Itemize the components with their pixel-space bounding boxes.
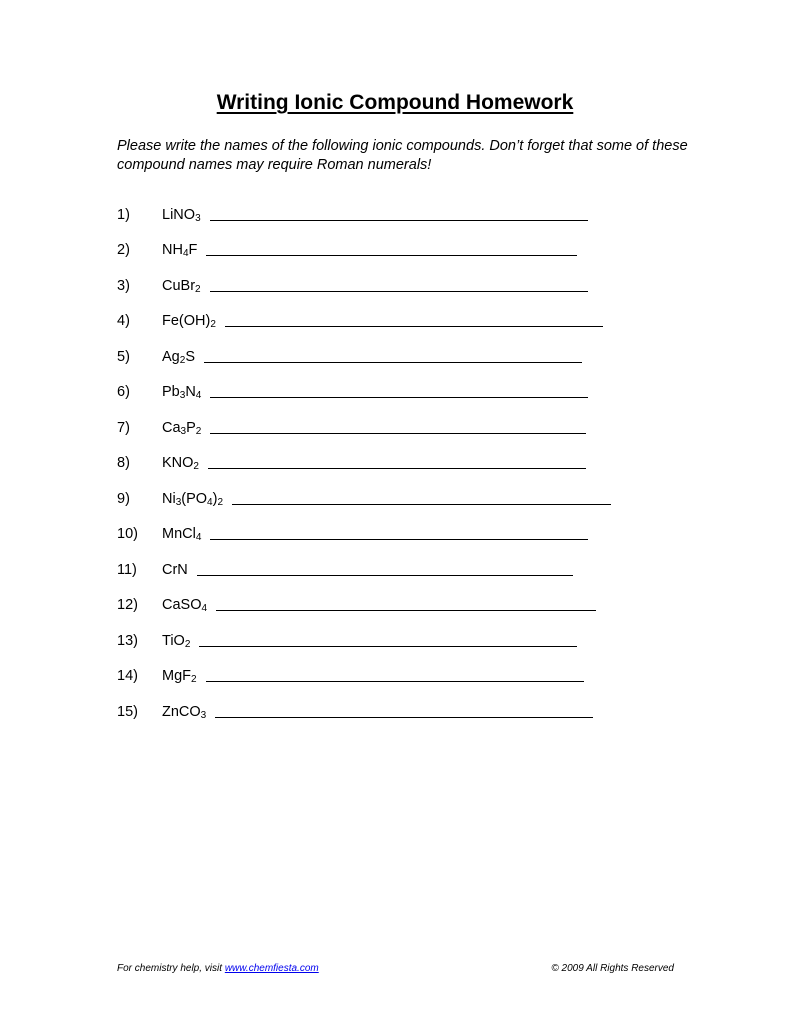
answer-blank[interactable] xyxy=(206,669,584,682)
answer-blank[interactable] xyxy=(206,243,577,256)
footer-help-text: For chemistry help, visit xyxy=(117,963,225,974)
compound-item xyxy=(117,685,611,721)
answer-blank[interactable] xyxy=(225,314,603,327)
formula-subscript: 3 xyxy=(175,496,182,508)
item-number: 15) xyxy=(117,703,138,720)
formula-element: Ca xyxy=(162,419,181,436)
item-number: 9) xyxy=(117,490,130,507)
instructions-text: Please write the names of the following ionic compounds. Don’t forget that some of these compound names may require Roman numerals! xyxy=(117,138,688,173)
answer-blank[interactable] xyxy=(210,527,588,540)
compound-item xyxy=(117,224,611,260)
answer-blank[interactable] xyxy=(197,563,573,576)
answer-blank[interactable] xyxy=(204,350,582,363)
answer-blank[interactable] xyxy=(232,492,611,505)
compound-formula xyxy=(162,525,201,543)
formula-element: Fe(OH) xyxy=(162,313,211,329)
compound-item xyxy=(117,543,611,579)
formula-subscript: 4 xyxy=(182,248,189,259)
answer-blank[interactable] xyxy=(210,385,588,398)
formula-subscript: 2 xyxy=(193,461,199,472)
formula-element: CaSO xyxy=(162,597,202,613)
item-number: 10) xyxy=(117,526,138,542)
compound-formula xyxy=(162,348,195,366)
formula-element: N xyxy=(173,206,184,223)
formula-element: F xyxy=(188,242,198,258)
answer-blank[interactable] xyxy=(210,279,588,292)
compound-formula xyxy=(162,703,206,721)
formula-subscript: 2 xyxy=(217,496,224,508)
formula-subscript: 3 xyxy=(200,709,207,721)
answer-blank[interactable] xyxy=(215,705,593,718)
compound-list xyxy=(117,188,611,721)
compound-item xyxy=(117,188,611,224)
compound-formula xyxy=(162,241,197,259)
answer-blank[interactable] xyxy=(199,634,577,647)
compound-formula xyxy=(162,490,223,508)
formula-element: Li xyxy=(162,206,174,223)
compound-formula xyxy=(162,667,197,685)
compound-item xyxy=(117,401,611,437)
formula-element: ) xyxy=(212,490,218,507)
footer-help xyxy=(117,963,319,974)
formula-element: S xyxy=(185,348,195,365)
compound-formula xyxy=(162,419,201,437)
formula-subscript: 3 xyxy=(195,212,201,224)
compound-item xyxy=(117,614,611,650)
formula-subscript: 2 xyxy=(184,638,191,650)
formula-element: O xyxy=(183,206,196,223)
formula-subscript: 2 xyxy=(195,283,201,295)
item-number: 3) xyxy=(117,277,130,294)
answer-blank[interactable] xyxy=(216,598,596,611)
formula-element: KNO xyxy=(162,455,194,471)
answer-blank[interactable] xyxy=(210,421,586,434)
compound-item xyxy=(117,472,611,508)
footer-copyright: © 2009 All Rights Reserved xyxy=(551,963,674,974)
formula-subscript: 4 xyxy=(201,603,208,614)
formula-subscript: 4 xyxy=(195,390,202,401)
compound-formula xyxy=(162,383,201,401)
answer-blank[interactable] xyxy=(210,208,588,221)
item-number: 1) xyxy=(117,206,130,223)
item-number: 8) xyxy=(117,455,130,471)
formula-element: N xyxy=(185,384,196,400)
compound-item xyxy=(117,366,611,402)
compound-formula xyxy=(162,277,201,295)
footer xyxy=(117,963,674,974)
compound-formula xyxy=(162,206,201,224)
formula-subscript: 2 xyxy=(210,319,216,330)
item-number: 11) xyxy=(117,561,137,578)
item-number: 12) xyxy=(117,597,138,613)
formula-element: Cu xyxy=(162,277,181,294)
item-number: 6) xyxy=(117,384,130,400)
formula-subscript: 2 xyxy=(191,674,197,685)
chemfiesta-link[interactable]: www.chemfiesta.com xyxy=(224,963,319,974)
compound-formula xyxy=(162,561,188,579)
formula-element: N xyxy=(162,242,173,258)
item-number: 5) xyxy=(117,348,130,365)
compound-formula xyxy=(162,454,199,472)
answer-blank[interactable] xyxy=(208,456,586,469)
formula-element: (PO xyxy=(181,490,208,507)
item-number: 13) xyxy=(117,632,138,649)
formula-subscript: 2 xyxy=(179,354,186,366)
formula-element: Ag xyxy=(162,348,180,365)
formula-element: Pb xyxy=(162,384,180,400)
compound-formula xyxy=(162,632,190,650)
formula-element: Ni xyxy=(162,490,176,507)
compound-item xyxy=(117,330,611,366)
item-number: 14) xyxy=(117,668,138,684)
formula-element: ZnCO xyxy=(162,703,201,720)
item-number: 2) xyxy=(117,242,130,258)
formula-subscript: 4 xyxy=(207,496,213,508)
formula-subscript: 3 xyxy=(180,425,187,437)
formula-element: Br xyxy=(180,277,196,294)
compound-item xyxy=(117,579,611,615)
compound-item xyxy=(117,437,611,473)
item-number: 4) xyxy=(117,313,130,329)
formula-element: MgF xyxy=(162,668,191,684)
item-number: 7) xyxy=(117,419,130,436)
formula-element: MnCl xyxy=(162,526,196,542)
compound-formula xyxy=(162,596,207,614)
formula-element: P xyxy=(186,419,196,436)
page-title xyxy=(0,91,790,115)
compound-item xyxy=(117,259,611,295)
formula-element: TiO xyxy=(162,632,185,649)
formula-subscript: 4 xyxy=(195,532,202,543)
formula-element: H xyxy=(172,242,183,258)
page-title-text: Writing Ionic Compound Homework xyxy=(216,91,574,114)
compound-item xyxy=(117,650,611,686)
compound-formula xyxy=(162,312,216,330)
formula-element: CrN xyxy=(162,561,188,578)
formula-subscript: 3 xyxy=(179,390,186,401)
compound-item xyxy=(117,508,611,544)
compound-item xyxy=(117,295,611,331)
formula-subscript: 2 xyxy=(195,425,202,437)
